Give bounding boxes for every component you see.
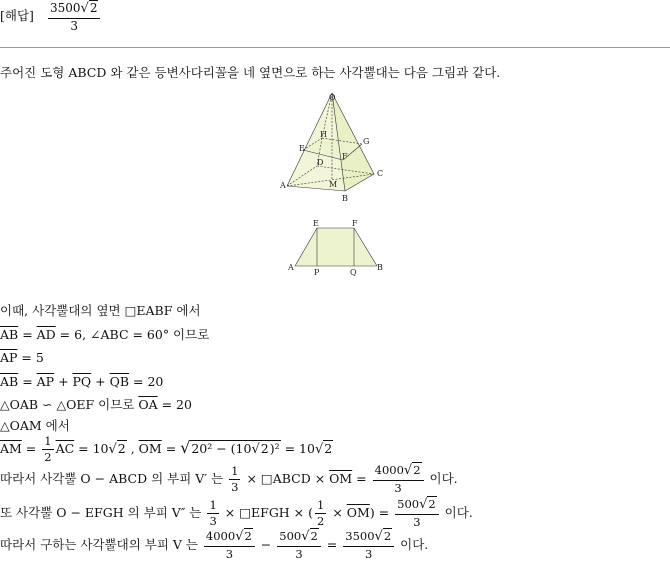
line-7: $\overline{AM}$ = $\frac{1}{2}$ $\overline{AC} = 10√2$ , $\overline{OM} = √20^2 - (10√2)^2 = 10√2$	[0, 434, 333, 465]
line-8: 따라서 사각뿔 O − ABCD 의 부피 V′ 는 $\frac{1}{3}$ × □ABCD × $\overline{OM}$ = $\frac{4000√2}{3}$ 이다.	[0, 463, 458, 495]
trap-label-b: B	[377, 263, 383, 272]
label-h: H	[320, 130, 327, 139]
answer-value: $\frac{3500√2}{3}$	[48, 2, 100, 34]
label-b: B	[342, 194, 348, 203]
line-9: 또 사각뿔 O − EFGH 의 부피 V″ 는 $\frac{1}{3}$ × □EFGH × ( $\frac{1}{2}$ × $\overline{OM}$) = $\frac{500√2}{3}$ 이다.	[0, 497, 473, 529]
trapezoid-face	[295, 228, 377, 266]
intro-text: 주어진 도형 ABCD 와 같은 등변사다리꼴을 네 옆면으로 하는 사각뿔대는 다음 그림과 같다.	[0, 65, 501, 80]
label-g: G	[363, 137, 370, 146]
trapezoid-figure	[283, 218, 388, 276]
line-10: 따라서 구하는 사각뿔대의 부피 V 는 $\frac{4000√2}{3}$ − $\frac{500√2}{3}$ = $\frac{3500√2}{3}$ 이다.	[0, 529, 429, 561]
line-6: △OAM 에서	[0, 418, 70, 433]
line-1: 이때, 사각뿔대의 옆면 □EABF 에서	[0, 303, 201, 318]
frustum-figure	[270, 92, 400, 207]
label-a: A	[280, 181, 286, 190]
divider	[0, 47, 670, 48]
line-5: △OAB ∽ △OEF 이므로 $\overline{OA} = 20$	[0, 397, 192, 412]
label-f: F	[342, 152, 348, 161]
trap-label-p: P	[314, 268, 320, 276]
line-3: $\overline{AP} = 5$	[0, 350, 44, 365]
trap-label-f: F	[352, 219, 358, 228]
label-e: E	[299, 144, 305, 153]
label-c: C	[377, 169, 384, 178]
trap-label-q: Q	[350, 268, 357, 276]
label-d: D	[317, 158, 324, 167]
line-4: $\overline{AB} = \overline{AP} + \overline{PQ} + \overline{QB} = 20$	[0, 374, 164, 389]
answer-label: [해답]	[0, 8, 34, 23]
trap-label-e: E	[313, 219, 319, 228]
trap-label-a: A	[288, 263, 294, 272]
label-m: M	[329, 180, 338, 189]
label-o: O	[329, 93, 336, 102]
line-2: $\overline{AB} = \overline{AD} = 6$, ∠ABC = 60° 이므로	[0, 327, 210, 342]
